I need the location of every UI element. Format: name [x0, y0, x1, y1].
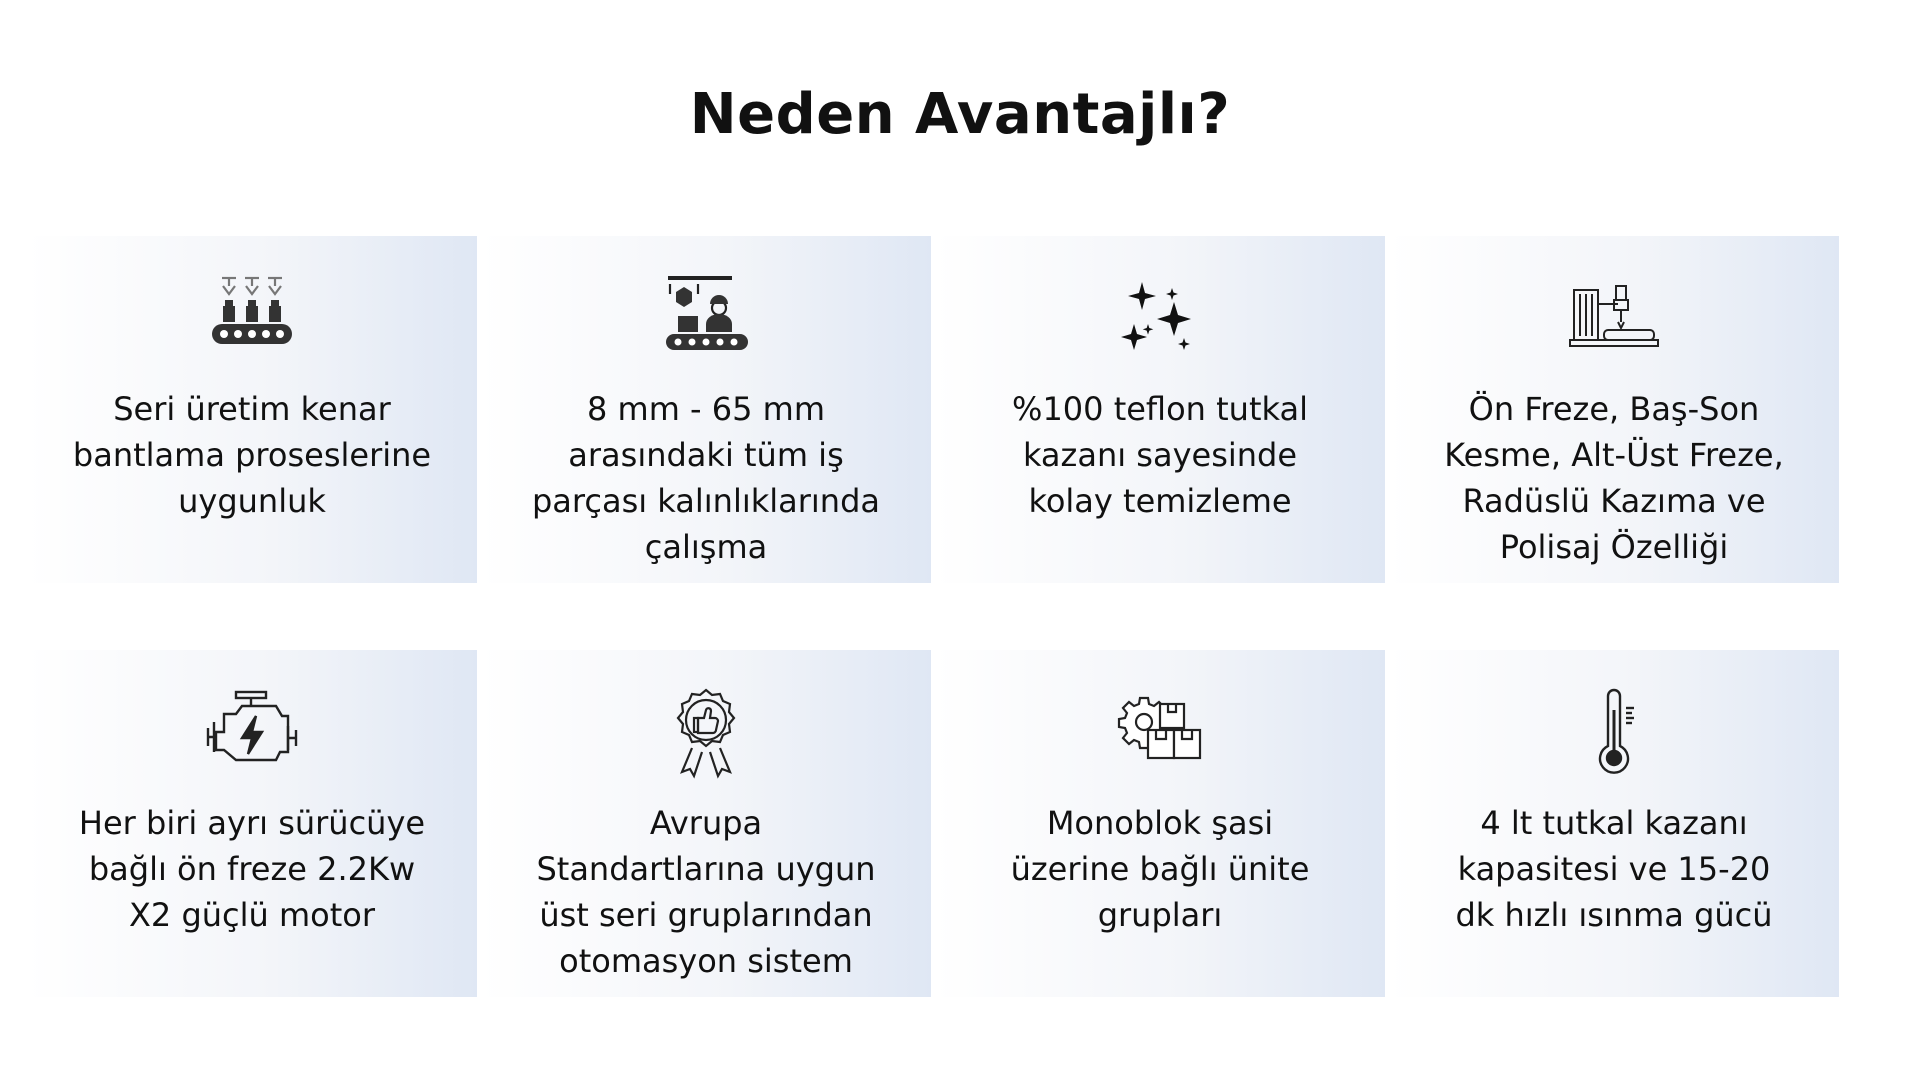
feature-card-automation: [481, 650, 931, 997]
feature-text: Her biri ayrı sürücüye bağlı ön freze 2.2Kw X2 güçlü motor: [78, 804, 426, 934]
feature-card-milling-features: [1389, 236, 1839, 583]
engine-bolt-icon: [202, 684, 302, 784]
feature-text: 8 mm - 65 mm arasındaki tüm iş parçası kalınlıklarında çalışma: [531, 390, 880, 566]
feature-card-motor: [27, 650, 477, 997]
feature-text: Avrupa Standartlarına uygun üst seri gruplarından otomasyon sistem: [536, 804, 876, 980]
milling-machine-icon: [1564, 270, 1664, 370]
conveyor-bottling-icon: [202, 270, 302, 370]
worker-conveyor-icon: [656, 270, 756, 370]
quality-badge-icon: [656, 684, 756, 784]
sparkles-icon: [1110, 270, 1210, 370]
feature-text: %100 teflon tutkal kazanı sayesinde kolay temizleme: [1012, 390, 1308, 520]
feature-card-teflon-glue-pot: [935, 236, 1385, 583]
feature-text: Ön Freze, Baş-Son Kesme, Alt-Üst Freze, Radüslü Kazıma ve Polisaj Özelliği: [1444, 390, 1784, 566]
gear-boxes-icon: [1110, 684, 1210, 784]
feature-text: Monoblok şasi üzerine bağlı ünite grupları: [1010, 804, 1310, 934]
feature-card-monoblock: [935, 650, 1385, 997]
feature-card-glue-capacity: [1389, 650, 1839, 997]
feature-card-thickness-range: [481, 236, 931, 583]
page-title: Neden Avantajlı?: [689, 82, 1231, 147]
feature-text: Seri üretim kenar bantlama proseslerine uygunluk: [72, 390, 432, 520]
feature-text: 4 lt tutkal kazanı kapasitesi ve 15-20 dk hızlı ısınma gücü: [1455, 804, 1773, 934]
thermometer-icon: [1564, 684, 1664, 784]
feature-card-serial-production: [27, 236, 477, 583]
